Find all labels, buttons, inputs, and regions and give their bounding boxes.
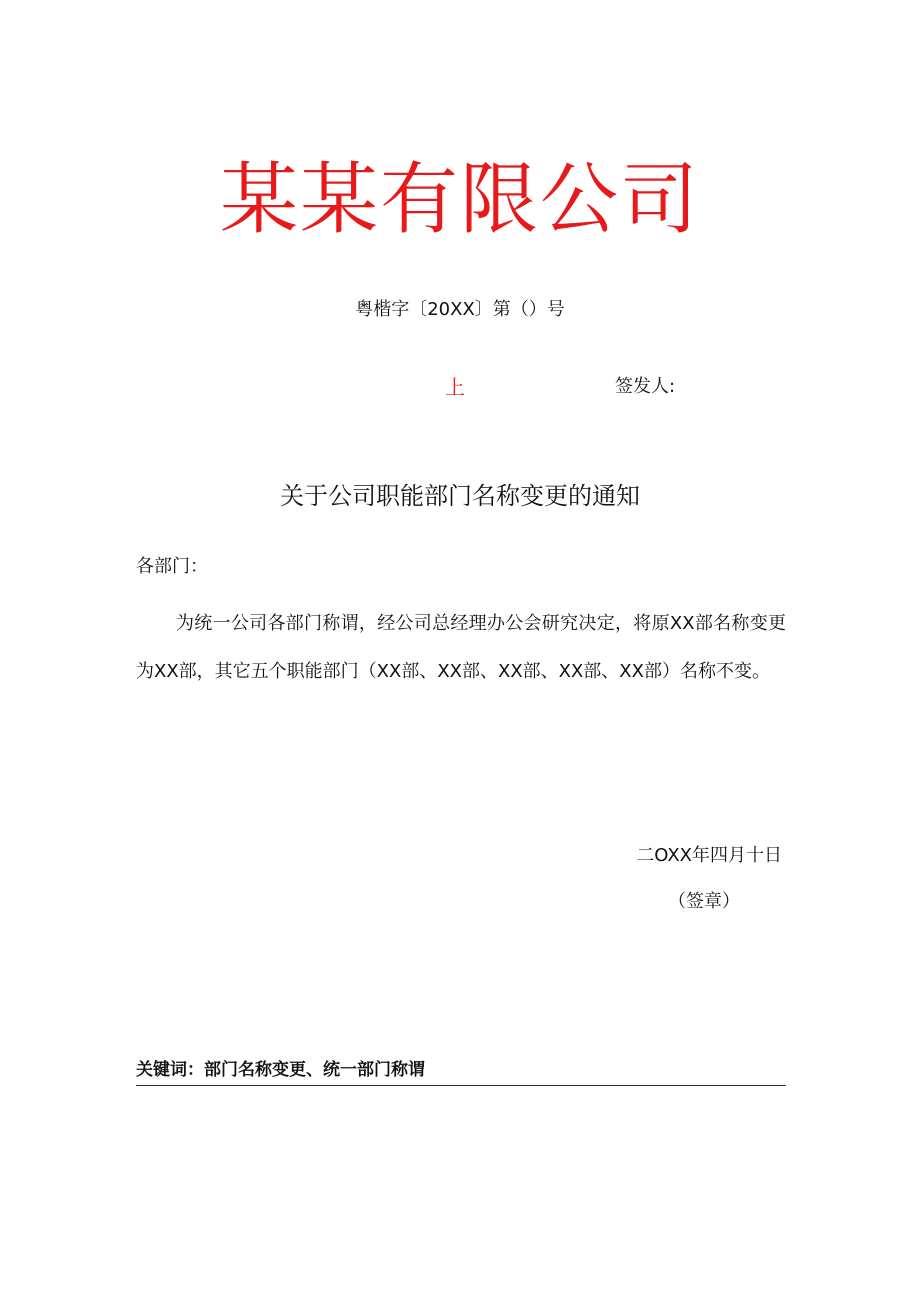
seal-placeholder: （签章） (668, 891, 740, 912)
salutation: 各部门： (136, 556, 208, 577)
company-name-heading: 某某有限公司 (219, 155, 700, 245)
notice-body: 为统一公司各部门称谓，经公司总经理办公会研究决定，将原XX部名称变更为XX部，其它五个职能部门（XX部、XX部、XX部、XX部、XX部）名称不变。 (136, 613, 786, 682)
keywords-line: 关键词：部门名称变更、统一部门称谓 (136, 1060, 425, 1080)
up-mark: 上 (445, 375, 465, 399)
signer-label: 签发人: (615, 376, 676, 397)
document-number: 粤楷字〔20XX〕第（）号 (355, 299, 565, 320)
keywords-divider (136, 1085, 786, 1086)
issue-date: 二OXX年四月十日 (636, 845, 782, 866)
notice-title: 关于公司职能部门名称变更的通知 (280, 482, 640, 510)
